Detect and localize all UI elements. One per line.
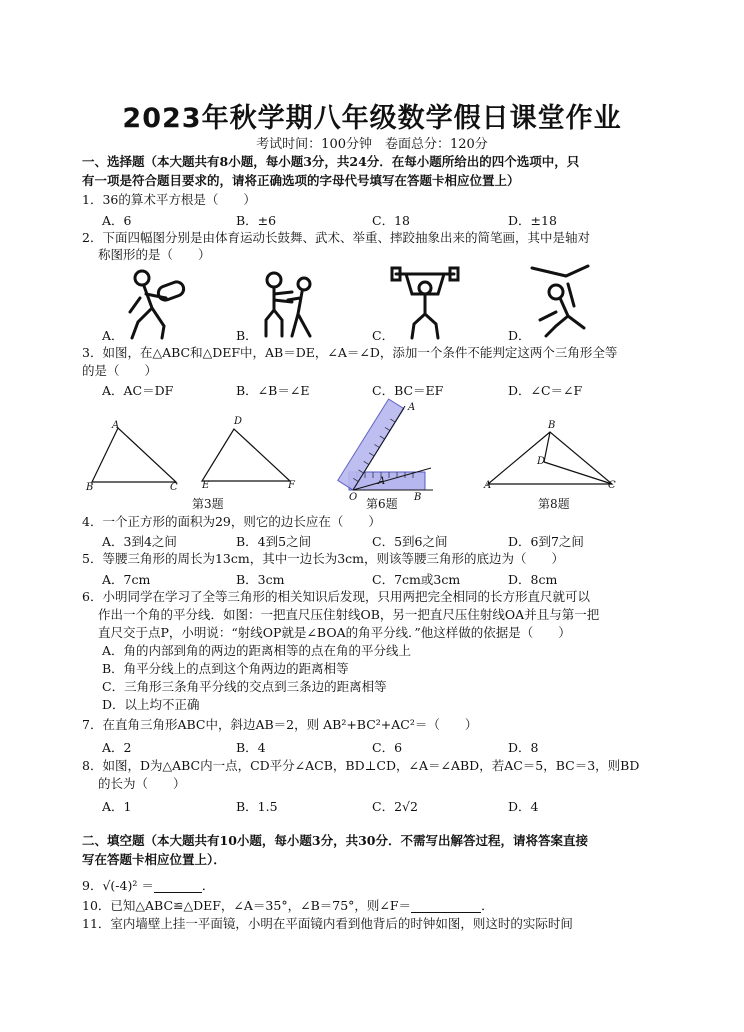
q5-option-a: A．7cm: [102, 572, 151, 587]
q3-line2: 的是（ ）: [82, 363, 158, 378]
q10-line: [82, 896, 494, 915]
label-c-q8: C: [608, 480, 616, 491]
section2-header-line2: 写在答题卡相应位置上）．: [82, 852, 226, 867]
figure-wrestling: [526, 262, 606, 340]
q5-stem: 5．等腰三角形的周长为13cm，其中一边长为3cm，则该等腰三角形的底边为（ ）: [82, 551, 565, 566]
q4-stem: 4．一个正方形的面积为29，则它的边长应在（ ）: [82, 514, 381, 529]
label-e-q3: E: [202, 480, 210, 491]
q7-stem: 7．在直角三角形ABC中，斜边AB＝2，则 AB²+BC²+AC²＝（ ）: [82, 717, 478, 732]
label-d-q3: D: [234, 416, 243, 427]
q10-end: ．: [481, 898, 494, 913]
q9-end: ．: [201, 878, 215, 893]
label-a-q3: A: [112, 420, 120, 431]
label-a-q8: A: [484, 480, 492, 491]
caption-fig3: 第3题: [192, 497, 224, 511]
label-b-q3: B: [86, 482, 94, 493]
q1-option-d: D．±18: [508, 213, 557, 228]
label-d-q8: D: [537, 456, 546, 467]
label-ruler-mark-q6: A: [378, 476, 386, 487]
label-c-q3: C: [170, 482, 178, 493]
figure-q6-rulers: [345, 402, 435, 500]
q7-option-a: A．2: [102, 740, 132, 755]
q6-option-c: C．三角形三条角平分线的交点到三条边的距离相等: [102, 679, 387, 694]
q6-line1: 6．小明同学在学习了全等三角形的相关知识后发现，只用两把完全相同的长方形直尺就可以: [82, 589, 590, 604]
label-b-q6: B: [414, 492, 422, 503]
q3-option-b: B．∠B＝∠E: [236, 383, 310, 398]
q10-stem: 10．已知△ABC≌△DEF，∠A＝35°，∠B＝75°，则∠F＝: [82, 898, 412, 913]
q8-option-a: A．1: [102, 799, 132, 814]
q5-option-c: C．7cm或3cm: [372, 572, 461, 587]
q9-line: [82, 876, 214, 895]
figure-q8-triangle: [484, 428, 618, 488]
q7-option-b: B．4: [236, 740, 266, 755]
label-o-q6: O: [349, 492, 358, 503]
figure-q3-triangle-abc: [88, 420, 183, 485]
exam-info: 考试时间：100分钟 卷面总分：120分: [256, 137, 488, 152]
label-a-q6: A: [408, 402, 416, 413]
q3-line1: 3．如图，在△ABC和△DEF中，AB＝DE，∠A＝∠D，添加一个条件不能判定这两个三角形全等: [82, 345, 618, 360]
q5-option-b: B．3cm: [236, 572, 285, 587]
q4-option-a: A．3到4之间: [102, 534, 177, 549]
q1-option-a: A．6: [102, 213, 132, 228]
q8-option-c: C．2√2: [372, 799, 418, 814]
q6-line2: 作出一个角的平分线．如图：一把直尺压住射线OB，另一把直尺压住射线OA并且与第一把: [98, 607, 600, 622]
q8-option-b: B．1.5: [236, 799, 278, 814]
q7-option-c: C．6: [372, 740, 403, 755]
q6-line3: 直尺交于点P，小明说：“射线OP就是∠BOA的角平分线．”他这样做的依据是（ ）: [98, 625, 571, 640]
q6-option-a: A．角的内部到角的两边的距离相等的点在角的平分线上: [102, 643, 412, 658]
q3-option-a: A．AC＝DF: [102, 383, 174, 398]
q8-line1: 8．如图，D为△ABC内一点，CD平分∠ACB，BD⊥CD，∠A＝∠ABD，若AC＝5，BC＝3，则BD: [82, 758, 640, 773]
q1-stem: 1．36的算术平方根是（ ）: [82, 192, 256, 207]
q6-option-d: D．以上均不正确: [102, 697, 200, 712]
q8-line2: 的长为（ ）: [98, 776, 186, 791]
section1-header-line1: 一、选择题（本大题共有8小题，每小题3分，共24分．在每小题所给出的四个选项中，只: [82, 154, 580, 169]
q1-option-b: B．±6: [236, 213, 277, 228]
q10-answer-blank[interactable]: [411, 900, 481, 913]
section2-header-line1: 二、填空题（本大题共有10小题，每小题3分，共30分．不需写出解答过程，请将答案直接: [82, 833, 588, 848]
q9-stem: 9．√(-4)² ＝: [82, 878, 154, 893]
figure-drum-dance: [118, 268, 198, 340]
caption-fig6: 第6题: [366, 497, 398, 511]
q4-option-c: C．5到6之间: [372, 534, 448, 549]
q2-option-d: D．: [508, 328, 531, 343]
q2-line1: 2．下面四幅图分别是由体育运动长鼓舞、武术、举重、摔跤抽象出来的简笔画，其中是轴对: [82, 230, 590, 245]
q3-option-c: C．BC＝EF: [372, 383, 444, 398]
figure-q3-triangle-def: [198, 425, 298, 485]
q7-option-d: D．8: [508, 740, 539, 755]
q4-option-d: D．6到7之间: [508, 534, 584, 549]
q2-line2: 称图形的是（ ）: [98, 247, 211, 262]
page-title: 2023年秋学期八年级数学假日课堂作业: [122, 103, 622, 134]
q4-option-b: B．4到5之间: [236, 534, 312, 549]
label-f-q3: F: [288, 480, 295, 491]
caption-fig8: 第8题: [538, 497, 570, 511]
q1-option-c: C．18: [372, 213, 410, 228]
q2-option-b: B．: [236, 328, 258, 343]
q9-answer-blank[interactable]: [154, 880, 202, 893]
q5-option-d: D．8cm: [508, 572, 558, 587]
label-b-q8: B: [548, 420, 556, 431]
q3-option-d: D．∠C＝∠F: [508, 383, 583, 398]
section1-header-line2: 有一项是符合题目要求的，请将正确选项的字母代号填写在答题卡相应位置上）: [82, 173, 520, 188]
q2-option-c: C．: [372, 328, 395, 343]
q8-option-d: D．4: [508, 799, 539, 814]
q2-option-a: A．: [102, 328, 124, 343]
q6-option-b: B．角平分线上的点到这个角两边的距离相等: [102, 661, 349, 676]
figure-weightlifting: [390, 266, 460, 340]
q11-stem: 11．室内墙壁上挂一平面镜，小明在平面镜内看到他背后的时钟如图，则这时的实际时间: [82, 916, 573, 931]
figure-martial-arts: [252, 270, 332, 340]
